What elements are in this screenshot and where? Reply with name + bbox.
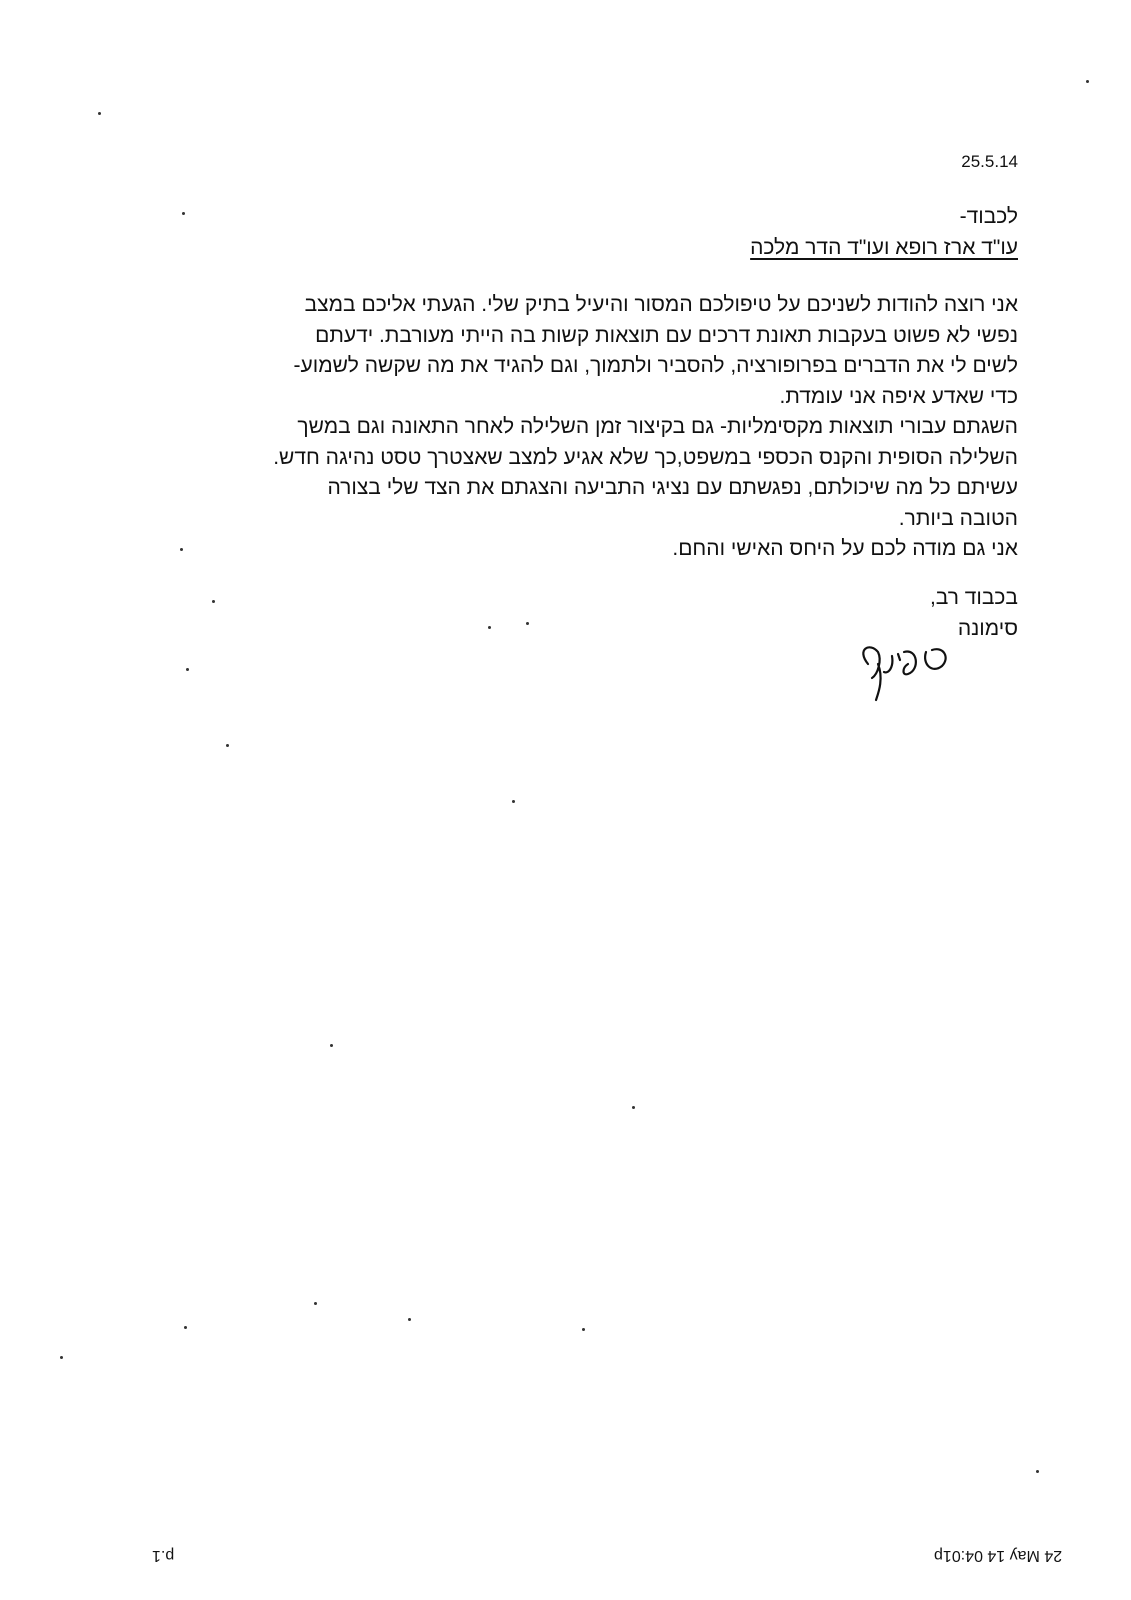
fax-page-number: p.1 bbox=[152, 1547, 175, 1564]
body-line: השלילה הסופית והקנס הכספי במשפט,כך שלא אגיע למצב שאצטרך טסט נהיגה חדש. bbox=[273, 445, 1018, 469]
sender-name: סימונה bbox=[957, 617, 1018, 640]
letter-date: 25.5.14 bbox=[961, 152, 1018, 171]
handwritten-signature bbox=[848, 634, 958, 704]
body-line: אני גם מודה לכם על היחס האישי והחם. bbox=[672, 537, 1018, 560]
body-line: הטובה ביותר. bbox=[898, 506, 1018, 530]
body-line: לשים לי את הדברים בפרופורציה, להסביר ולתמוך, וגם להגיד את מה שקשה לשמוע- bbox=[293, 354, 1018, 377]
scan-speck bbox=[98, 112, 101, 115]
scan-speck bbox=[512, 800, 515, 803]
scan-speck bbox=[330, 1044, 333, 1047]
body-line: עשיתם כל מה שיכולתם, נפגשתם עם נציגי התביעה והצגתם את הצד שלי בצורה bbox=[327, 476, 1018, 499]
scan-speck bbox=[180, 548, 183, 551]
body-line: אני רוצה להודות לשניכם על טיפולכם המסור והיעיל בתיק שלי. הגעתי אליכם במצב bbox=[304, 293, 1018, 316]
scan-speck bbox=[212, 600, 215, 603]
scan-speck bbox=[182, 212, 185, 215]
scan-speck bbox=[60, 1356, 63, 1359]
salutation: לכבוד- bbox=[959, 205, 1018, 228]
scan-speck bbox=[1086, 80, 1089, 83]
recipients: עו"ד ארז רופא ועו"ד הדר מלכה bbox=[750, 236, 1018, 259]
letter-body bbox=[273, 290, 1018, 565]
scan-speck bbox=[1036, 1470, 1039, 1473]
fax-timestamp: 24 May 14 04:01p bbox=[934, 1547, 1063, 1564]
scan-speck bbox=[184, 1326, 187, 1329]
closing-phrase: בכבוד רב, bbox=[929, 586, 1018, 609]
body-line: נפשי לא פשוט בעקבות תאונת דרכים עם תוצאות קשות בה הייתי מעורבת. ידעתם bbox=[315, 323, 1018, 347]
scan-speck bbox=[582, 1328, 585, 1331]
scan-speck bbox=[186, 668, 189, 671]
scan-speck bbox=[314, 1302, 317, 1305]
scan-speck bbox=[526, 622, 529, 625]
body-line: השגתם עבורי תוצאות מקסימליות- גם בקיצור זמן השלילה לאחר התאונה וגם במשך bbox=[297, 415, 1018, 438]
scan-speck bbox=[226, 744, 229, 747]
scan-speck bbox=[632, 1106, 635, 1109]
body-line: כדי שאדע איפה אני עומדת. bbox=[779, 384, 1018, 408]
scan-speck bbox=[408, 1318, 411, 1321]
scan-speck bbox=[488, 626, 491, 629]
